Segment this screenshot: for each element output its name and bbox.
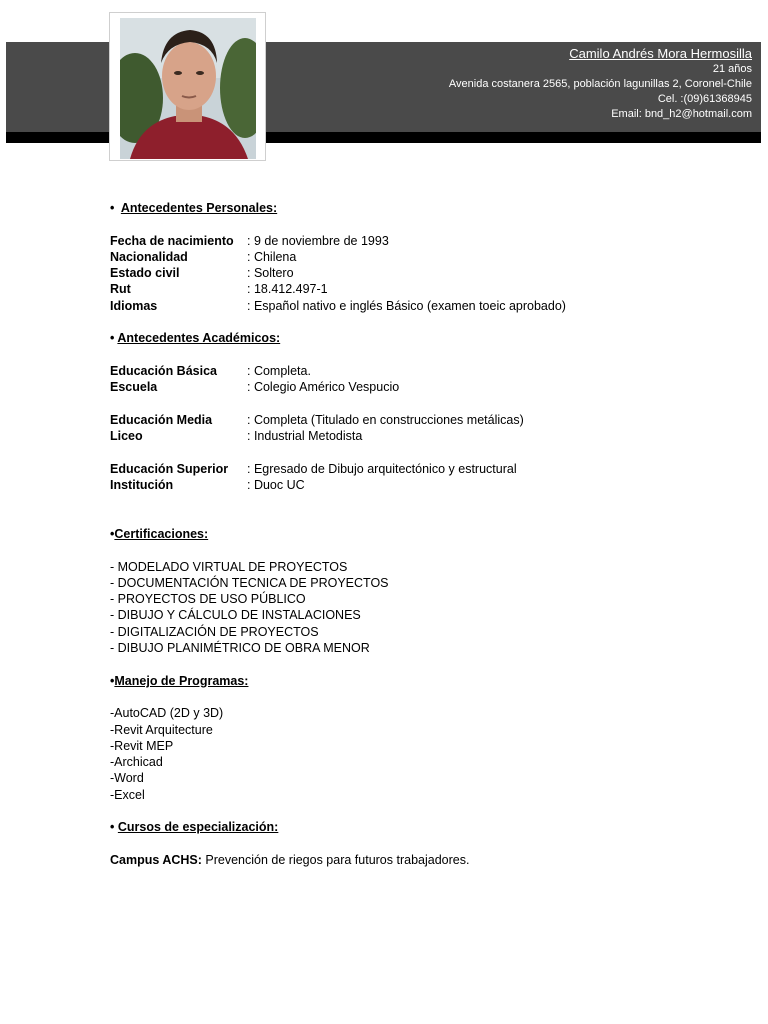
- academic-row: Liceo : Industrial Metodista: [110, 429, 363, 444]
- section-personal-title: • Antecedentes Personales:: [110, 201, 278, 215]
- personal-row: Idiomas : Español nativo e inglés Básico (examen toeic aprobado): [110, 298, 566, 313]
- photo-frame: [109, 12, 266, 161]
- candidate-phone: Cel. :(09)61368945: [657, 93, 752, 105]
- candidate-name: Camilo Andrés Mora Hermosilla: [569, 46, 752, 61]
- section-programs-title: •Manejo de Programas:: [110, 673, 249, 688]
- personal-row: Estado civil : Soltero: [110, 266, 294, 281]
- list-item: -Revit MEP: [110, 738, 174, 753]
- list-item: -Excel: [110, 787, 145, 802]
- list-item: - MODELADO VIRTUAL DE PROYECTOS: [110, 559, 348, 574]
- academic-row: Educación Básica : Completa.: [110, 363, 311, 378]
- list-item: - DIBUJO Y CÁLCULO DE INSTALACIONES: [110, 608, 361, 623]
- course-entry: Campus ACHS: Prevención de riegos para futuros trabajadores.: [110, 852, 470, 867]
- section-certs-title: •Certificaciones:: [110, 526, 209, 541]
- list-item: - DOCUMENTACIÓN TECNICA DE PROYECTOS: [110, 575, 389, 590]
- list-item: -Archicad: [110, 755, 163, 770]
- list-item: -Revit Arquitecture: [110, 722, 213, 737]
- academic-row: Escuela : Colegio Américo Vespucio: [110, 380, 400, 395]
- list-item: -Word: [110, 771, 144, 786]
- candidate-email: Email: bnd_h2@hotmail.com: [611, 108, 752, 120]
- personal-row: Rut : 18.412.497-1: [110, 282, 328, 297]
- academic-row: Institución : Duoc UC: [110, 478, 305, 493]
- candidate-address: Avenida costanera 2565, población lagunillas 2, Coronel-Chile: [448, 78, 752, 90]
- section-academic-title: • Antecedentes Académicos:: [110, 331, 281, 346]
- academic-row: Educación Superior : Egresado de Dibujo arquitectónico y estructural: [110, 461, 517, 476]
- list-item: - DIBUJO PLANIMÉTRICO DE OBRA MENOR: [110, 641, 370, 656]
- list-item: - DIGITALIZACIÓN DE PROYECTOS: [110, 624, 319, 639]
- section-courses-title: • Cursos de especialización:: [110, 820, 279, 835]
- resume-body: [110, 200, 710, 868]
- academic-row: Educación Media : Completa (Titulado en construcciones metálicas): [110, 412, 524, 427]
- personal-row: Nacionalidad : Chilena: [110, 249, 297, 264]
- list-item: -AutoCAD (2D y 3D): [110, 706, 224, 721]
- list-item: - PROYECTOS DE USO PÚBLICO: [110, 592, 306, 607]
- profile-photo: [120, 18, 256, 159]
- personal-row: Fecha de nacimiento : 9 de noviembre de 1993: [110, 233, 389, 248]
- candidate-age: 21 años: [712, 63, 752, 75]
- contact-block: [449, 46, 752, 122]
